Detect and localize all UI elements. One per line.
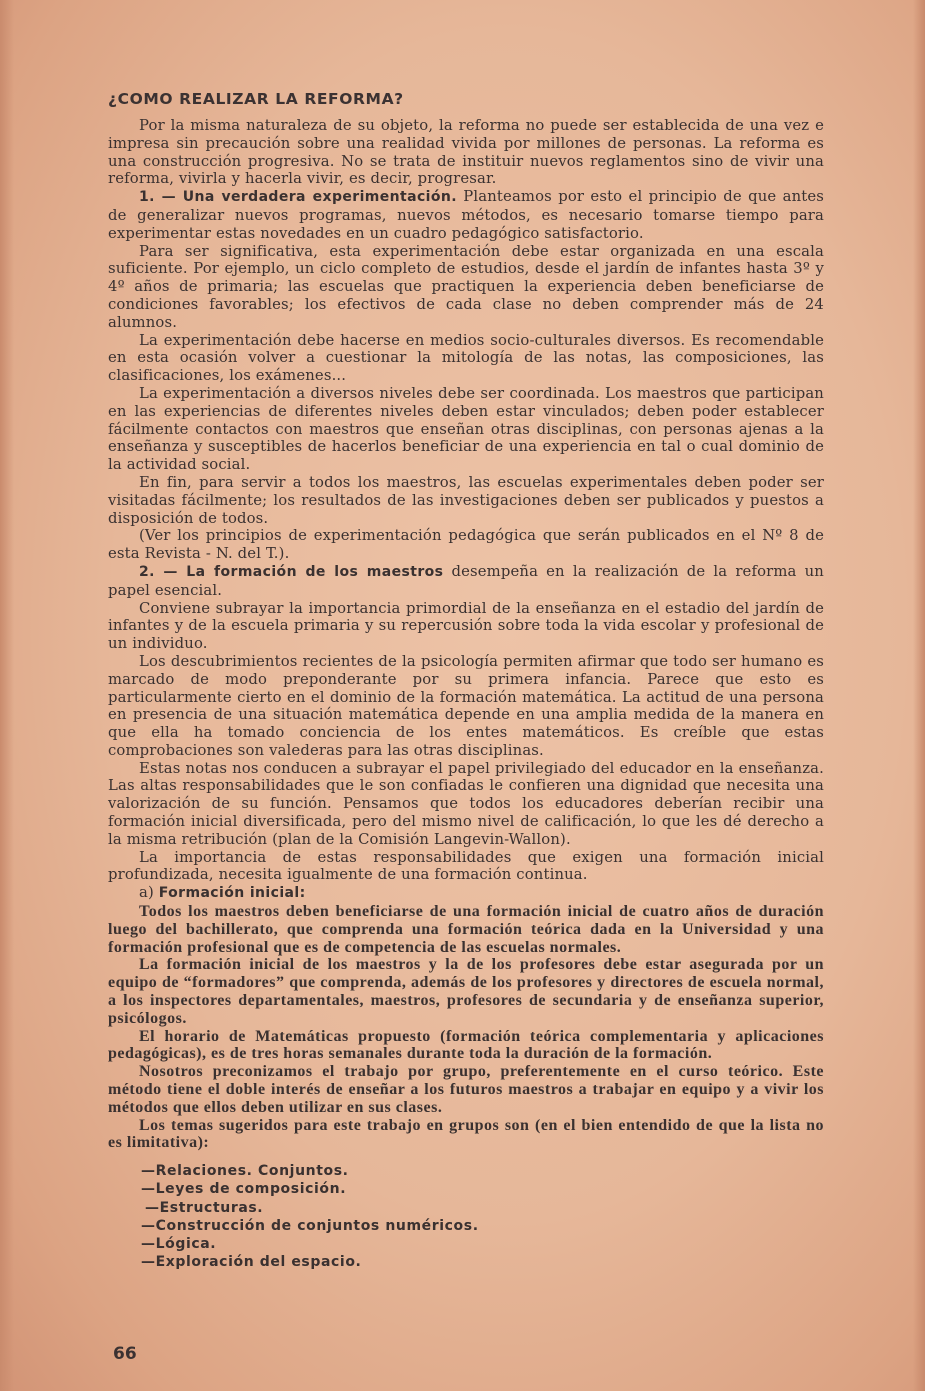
- article-body: [108, 117, 824, 1152]
- paragraph: Conviene subrayar la importancia primordial de la enseñanza en el estadio del jardín de infantes y de la escuela primaria y su repercusión sobre toda la vida escolar y profesional de un individuo.: [108, 599, 824, 653]
- topics-list: [141, 1162, 824, 1271]
- paragraph: [108, 188, 824, 242]
- paragraph: Por la misma naturaleza de su objeto, la reforma no puede ser establecida de una vez e impresa sin precaución sobre una realidad vivida por millones de personas. La reforma es una construcción progresiva. No se trata de instituir nuevos reglamentos sino de vivir una reforma, vivirla y hacerla vivir, es decir, progresar.: [108, 117, 824, 188]
- translator-note: (Ver los principios de experimentación pedagógica que serán publicados en el Nº 8 de esta Revista - N. del T.).: [108, 527, 824, 563]
- list-item: —Relaciones. Conjuntos.: [141, 1163, 349, 1180]
- paragraph: Estas notas nos conducen a subrayar el papel privilegiado del educador en la enseñanza. Las altas responsabilidades que le son confiadas le confieren una dignidad que necesita una valorización de su función. Pensamos que todos los educadores deberían recibir una formación inicial diversificada, pero del mismo nivel de calificación, lo que les dé derecho a la misma retribución (plan de la Comisión Langevin-Wallon).: [108, 759, 824, 848]
- subsection-label: Formación inicial:: [158, 885, 306, 902]
- paragraph-bold: La formación inicial de los maestros y la de los profesores debe estar asegurada por un equipo de “formadores” que comprenda, además de los profesores y directores de escuela normal, a los inspectores departamentales, maestros, profesores de secundaria y de enseñanza superior, psicólogos.: [108, 956, 824, 1027]
- paragraph-text: Planteamos por esto el principio de que antes de generalizar nuevos programas, nuevos métodos, es necesario tomarse tiempo para experimentar estas novedades en un cuadro pedagógico satisfactorio.: [108, 188, 825, 242]
- paragraph: La experimentación a diversos niveles debe ser coordinada. Los maestros que participan en las experiencias de diferentes niveles deben estar vinculados; deben poder establecer fácilmente contactos con maestros que enseñan otras disciplinas, con personas ajenas a la enseñanza y susceptibles de hacerlos beneficiar de una experiencia en tal o cual dominio de la actividad social.: [108, 384, 824, 474]
- section-title: ¿COMO REALIZAR LA REFORMA?: [108, 90, 404, 108]
- subsection-prefix: a): [139, 884, 159, 902]
- paragraph: En fin, para servir a todos los maestros, las escuelas experimentales deben poder ser visitadas fácilmente; los resultados de las investigaciones deben ser publicados y puestos a disposición de todos.: [108, 473, 824, 527]
- subsection-heading: [108, 884, 824, 903]
- paragraph: La experimentación debe hacerse en medios socio-culturales diversos. Es recomendable en esta ocasión volver a cuestionar la mitología de las notas, las composiciones, las clasificaciones, los exámenes...: [108, 331, 824, 385]
- page-content: [108, 90, 824, 1271]
- page-number: 66: [113, 1344, 137, 1364]
- paragraph-bold: Todos los maestros deben beneficiarse de una formación inicial de cuatro años de duración luego del bachillerato, que comprenda una formación teórica dada en la Universidad y una formación profesional que es de competencia de las escuelas normales.: [108, 903, 824, 956]
- numbered-heading: 1. — Una verdadera experimentación.: [139, 189, 457, 206]
- list-item: —Estructuras.: [145, 1199, 264, 1216]
- page-edge-shadow-left: [0, 0, 14, 1391]
- numbered-heading: 2. — La formación de los maestros: [139, 563, 444, 580]
- paragraph-text: desempeña en la realización de la reforma un papel esencial.: [108, 562, 824, 599]
- page-edge-shadow-right: [913, 0, 925, 1391]
- list-item: —Leyes de composición.: [141, 1181, 347, 1198]
- paragraph: [108, 563, 824, 600]
- paragraph: Para ser significativa, esta experimentación debe estar organizada en una escala suficiente. Por ejemplo, un ciclo completo de estudios, desde el jardín de infantes hasta 3º y 4º años de primaria; las escuelas que practiquen la experiencia deben beneficiarse de condiciones favorables; los efectivos de cada clase no deben comprender más de 24 alumnos.: [108, 242, 824, 331]
- list-item: —Exploración del espacio.: [141, 1254, 362, 1271]
- paragraph-bold: El horario de Matemáticas propuesto (formación teórica complementaria y aplicaciones pedagógicas), es de tres horas semanales durante toda la duración de la formación.: [108, 1027, 824, 1063]
- list-item: —Construcción de conjuntos numéricos.: [141, 1217, 479, 1234]
- paragraph-bold: Los temas sugeridos para este trabajo en grupos son (en el bien entendido de que la lista no es limitativa):: [108, 1116, 824, 1152]
- paragraph: La importancia de estas responsabilidades que exigen una formación inicial profundizada, necesita igualmente de una formación continua.: [108, 848, 824, 884]
- paragraph-bold: Nosotros preconizamos el trabajo por grupo, preferentemente en el curso teórico. Este método tiene el doble interés de enseñar a los futuros maestros a trabajar en equipo y a vivir los métodos que ellos deben utilizar en sus clases.: [108, 1063, 824, 1116]
- list-item: —Lógica.: [141, 1236, 217, 1253]
- paragraph: Los descubrimientos recientes de la psicología permiten afirmar que todo ser humano es marcado de modo preponderante por su primera infancia. Parece que esto es particularmente cierto en el dominio de la formación matemática. La actitud de una persona en presencia de una situación matemática depende en una amplia medida de la manera en que ella ha tomado conciencia de los entes matemáticos. Es creíble que estas comprobaciones son valederas para las otras disciplinas.: [108, 652, 824, 759]
